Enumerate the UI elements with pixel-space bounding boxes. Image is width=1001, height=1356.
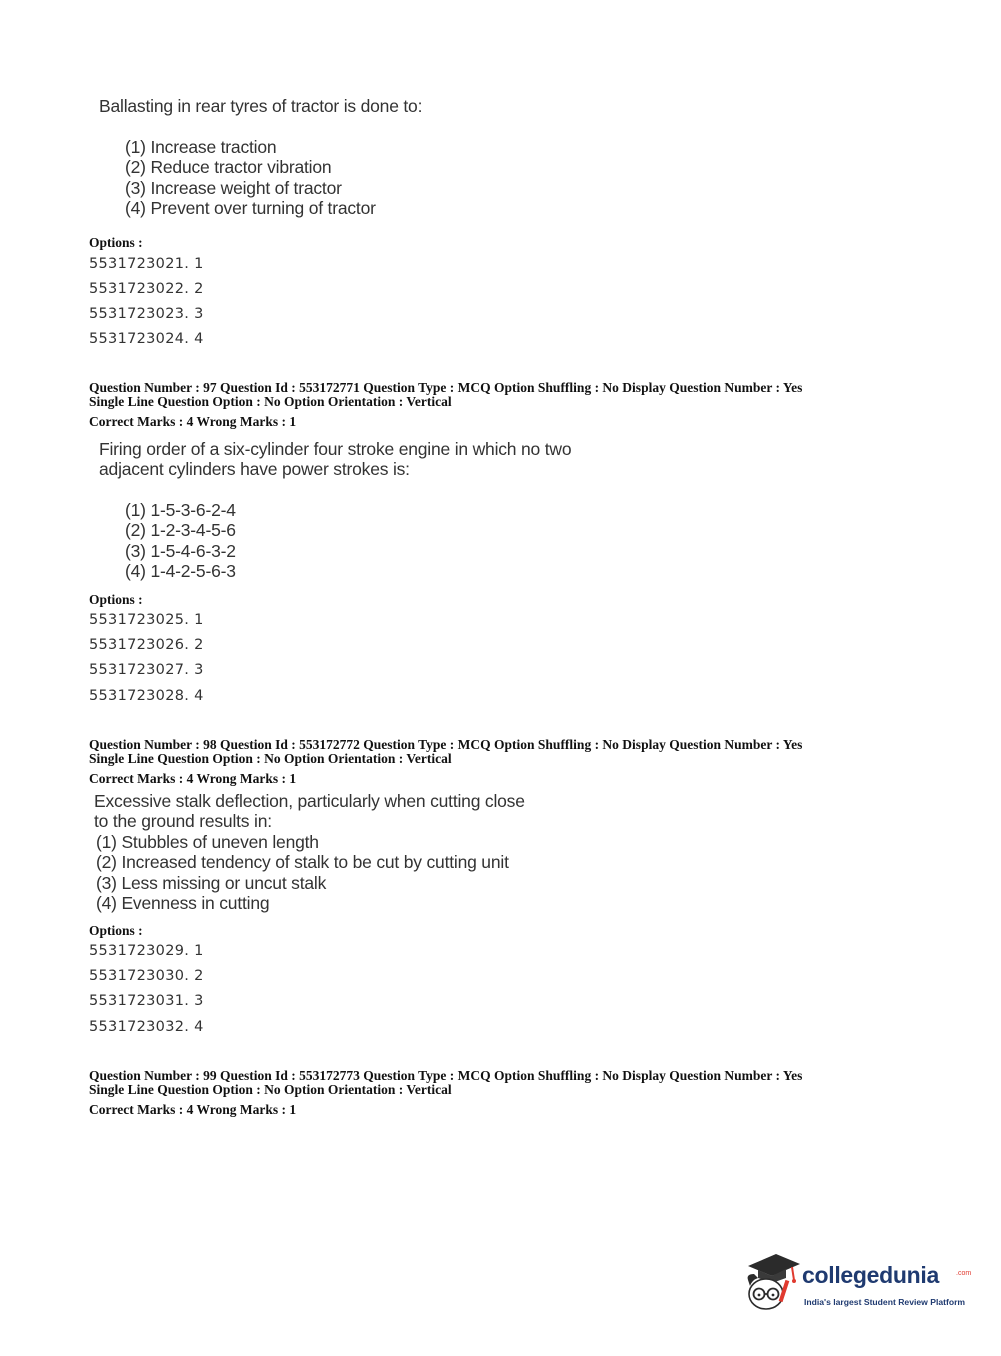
option-id-4: 5531723028. 4 <box>89 688 204 704</box>
question-marks: Correct Marks : 4 Wrong Marks : 1 <box>89 414 297 429</box>
option-id-3: 5531723031. 3 <box>89 993 204 1009</box>
question-stem-line: Ballasting in rear tyres of tractor is done to: <box>99 96 423 116</box>
option-id-2: 5531723022. 2 <box>89 281 204 297</box>
choice-1: (1) Stubbles of uneven length <box>96 832 319 852</box>
choice-4: (4) Prevent over turning of tractor <box>125 198 376 218</box>
choice-3: (3) 1-5-4-6-3-2 <box>125 541 236 561</box>
question-stem-line: to the ground results in: <box>94 811 272 831</box>
options-label: Options : <box>89 235 143 250</box>
question-meta-line-2: Single Line Question Option : No Option Orientation : Vertical <box>89 751 452 766</box>
brand-domain-suffix: .com <box>956 1270 972 1277</box>
choice-1: (1) Increase traction <box>125 137 277 157</box>
question-marks: Correct Marks : 4 Wrong Marks : 1 <box>89 771 297 786</box>
option-id-2: 5531723030. 2 <box>89 968 204 984</box>
choice-2: (2) 1-2-3-4-5-6 <box>125 520 236 540</box>
question-meta-line: Question Number : 99 Question Id : 553172773 Question Type : MCQ Option Shuffling : No Display Question Number : Yes <box>89 1068 803 1083</box>
options-label: Options : <box>89 923 143 938</box>
choice-3: (3) Increase weight of tractor <box>125 178 342 198</box>
option-id-4: 5531723024. 4 <box>89 331 204 347</box>
question-meta-line-2: Single Line Question Option : No Option Orientation : Vertical <box>89 394 452 409</box>
choice-2: (2) Reduce tractor vibration <box>125 157 332 177</box>
option-id-3: 5531723023. 3 <box>89 306 204 322</box>
choice-2: (2) Increased tendency of stalk to be cut by cutting unit <box>96 852 509 872</box>
brand-name: collegedunia <box>802 1262 939 1288</box>
option-id-1: 5531723025. 1 <box>89 612 204 628</box>
option-id-1: 5531723021. 1 <box>89 256 204 272</box>
choice-3: (3) Less missing or uncut stalk <box>96 873 327 893</box>
option-id-3: 5531723027. 3 <box>89 662 204 678</box>
question-marks: Correct Marks : 4 Wrong Marks : 1 <box>89 1102 297 1117</box>
question-meta-line: Question Number : 98 Question Id : 553172772 Question Type : MCQ Option Shuffling : No Display Question Number : Yes <box>89 737 803 752</box>
question-meta-line: Question Number : 97 Question Id : 553172771 Question Type : MCQ Option Shuffling : No Display Question Number : Yes <box>89 380 803 395</box>
choice-4: (4) 1-4-2-5-6-3 <box>125 561 236 581</box>
choice-4: (4) Evenness in cutting <box>96 893 270 913</box>
options-label: Options : <box>89 592 143 607</box>
question-stem-line: adjacent cylinders have power strokes is: <box>99 459 410 479</box>
option-id-1: 5531723029. 1 <box>89 943 204 959</box>
collegedunia-logo <box>742 1250 982 1316</box>
question-stem-line: Firing order of a six-cylinder four stroke engine in which no two <box>99 439 572 459</box>
question-stem-line: Excessive stalk deflection, particularly when cutting close <box>94 791 525 811</box>
choice-1: (1) 1-5-3-6-2-4 <box>125 500 236 520</box>
option-id-2: 5531723026. 2 <box>89 637 204 653</box>
option-id-4: 5531723032. 4 <box>89 1019 204 1035</box>
brand-tagline: India's largest Student Review Platform <box>804 1297 966 1307</box>
mascot-icon <box>742 1250 802 1314</box>
question-meta-line-2: Single Line Question Option : No Option Orientation : Vertical <box>89 1082 452 1097</box>
